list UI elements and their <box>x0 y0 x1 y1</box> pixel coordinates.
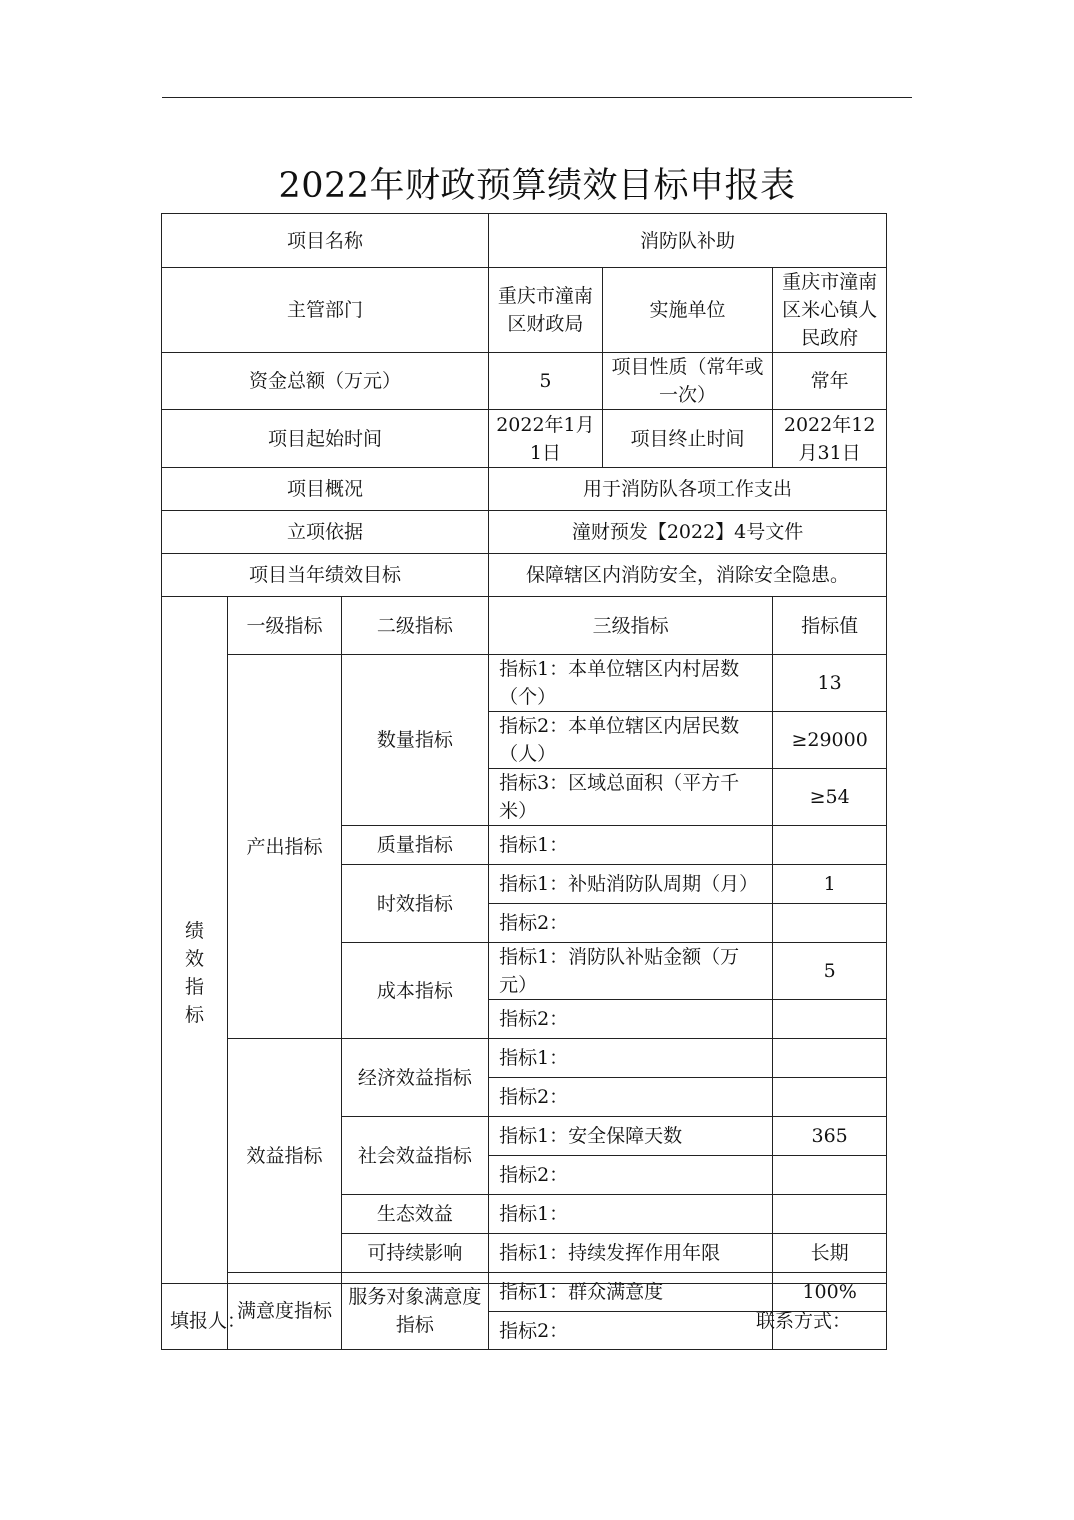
contact-label: 联系方式： <box>756 1310 852 1332</box>
fund-value: 5 <box>489 353 603 410</box>
goal-value: 保障辖区内消防安全，消除安全隐患。 <box>489 554 887 597</box>
indicator-value: 1 <box>773 865 887 904</box>
indicator-value <box>773 1000 887 1039</box>
indicator-name: 指标2：本单位辖区内居民数（人） <box>489 712 773 769</box>
indicator-value: ≥54 <box>773 769 887 826</box>
indicator-name: 指标1：持续发挥作用年限 <box>489 1234 773 1273</box>
end-label: 项目终止时间 <box>602 410 773 468</box>
nature-label: 项目性质（常年或一次） <box>602 353 773 410</box>
goal-label: 项目当年绩效目标 <box>162 554 489 597</box>
top-rule <box>162 97 912 98</box>
cost-label: 成本指标 <box>341 943 488 1039</box>
dept-label: 主管部门 <box>162 268 489 353</box>
quantity-label: 数量指标 <box>341 655 488 826</box>
impl-label: 实施单位 <box>602 268 773 353</box>
indicator-value: 365 <box>773 1117 887 1156</box>
indicator-name: 指标1：消防队补贴金额（万元） <box>489 943 773 1000</box>
page-title: 2022年财政预算绩效目标申报表 <box>278 166 796 206</box>
filler-label: 填报人： <box>170 1310 247 1332</box>
social-label: 社会效益指标 <box>341 1117 488 1195</box>
indicator-name: 指标3：区域总面积（平方千米） <box>489 769 773 826</box>
indicator-name: 指标1：本单位辖区内村居数（个） <box>489 655 773 712</box>
start-label: 项目起始时间 <box>162 410 489 468</box>
quality-label: 质量指标 <box>341 826 488 865</box>
indicator-name: 指标1：群众满意度 <box>489 1273 773 1312</box>
indicator-value <box>773 1039 887 1078</box>
nature-value: 常年 <box>773 353 887 410</box>
indicator-name: 指标2： <box>489 904 773 943</box>
indicator-value: 长期 <box>773 1234 887 1273</box>
basis-label: 立项依据 <box>162 511 489 554</box>
indicator-value <box>773 1078 887 1117</box>
indicator-value <box>773 904 887 943</box>
satisfaction-label: 满意度指标 <box>228 1273 342 1350</box>
basis-value: 潼财预发【2022】4号文件 <box>489 511 887 554</box>
impl-value: 重庆市潼南区米心镇人民政府 <box>773 268 887 353</box>
indicator-name: 指标1： <box>489 826 773 865</box>
timeliness-label: 时效指标 <box>341 865 488 943</box>
economic-label: 经济效益指标 <box>341 1039 488 1117</box>
indicator-value: ≥29000 <box>773 712 887 769</box>
indicator-name: 指标2： <box>489 1312 773 1350</box>
indicator-name: 指标1： <box>489 1039 773 1078</box>
indicator-name: 指标2： <box>489 1156 773 1195</box>
output-label: 产出指标 <box>228 655 342 1039</box>
overview-value: 用于消防队各项工作支出 <box>489 468 887 511</box>
budget-form-table <box>161 213 887 1350</box>
project-name-label: 项目名称 <box>162 214 489 268</box>
indicator-name: 指标1：安全保障天数 <box>489 1117 773 1156</box>
indicator-value: 100% <box>773 1273 887 1312</box>
indicator-value <box>773 1156 887 1195</box>
end-value: 2022年12月31日 <box>773 410 887 468</box>
sustainable-label: 可持续影响 <box>341 1234 488 1273</box>
fund-label: 资金总额（万元） <box>162 353 489 410</box>
indicator-value: 5 <box>773 943 887 1000</box>
indicator-name: 指标1：补贴消防队周期（月） <box>489 865 773 904</box>
overview-label: 项目概况 <box>162 468 489 511</box>
header-level1: 一级指标 <box>228 597 342 655</box>
header-level2: 二级指标 <box>341 597 488 655</box>
project-name-value: 消防队补助 <box>489 214 887 268</box>
indicator-name: 指标2： <box>489 1000 773 1039</box>
benefit-label: 效益指标 <box>228 1039 342 1273</box>
dept-value: 重庆市潼南区财政局 <box>489 268 603 353</box>
indicator-name: 指标1： <box>489 1195 773 1234</box>
indicator-name: 指标2： <box>489 1078 773 1117</box>
header-level3: 三级指标 <box>489 597 773 655</box>
ecological-label: 生态效益 <box>341 1195 488 1234</box>
indicator-value <box>773 826 887 865</box>
header-value: 指标值 <box>773 597 887 655</box>
indicator-value: 13 <box>773 655 887 712</box>
indicator-value <box>773 1195 887 1234</box>
service-label: 服务对象满意度指标 <box>341 1273 488 1350</box>
start-value: 2022年1月1日 <box>489 410 603 468</box>
perf-side-label: 绩效指标 <box>162 597 228 1350</box>
bottom-rule <box>162 1283 886 1284</box>
